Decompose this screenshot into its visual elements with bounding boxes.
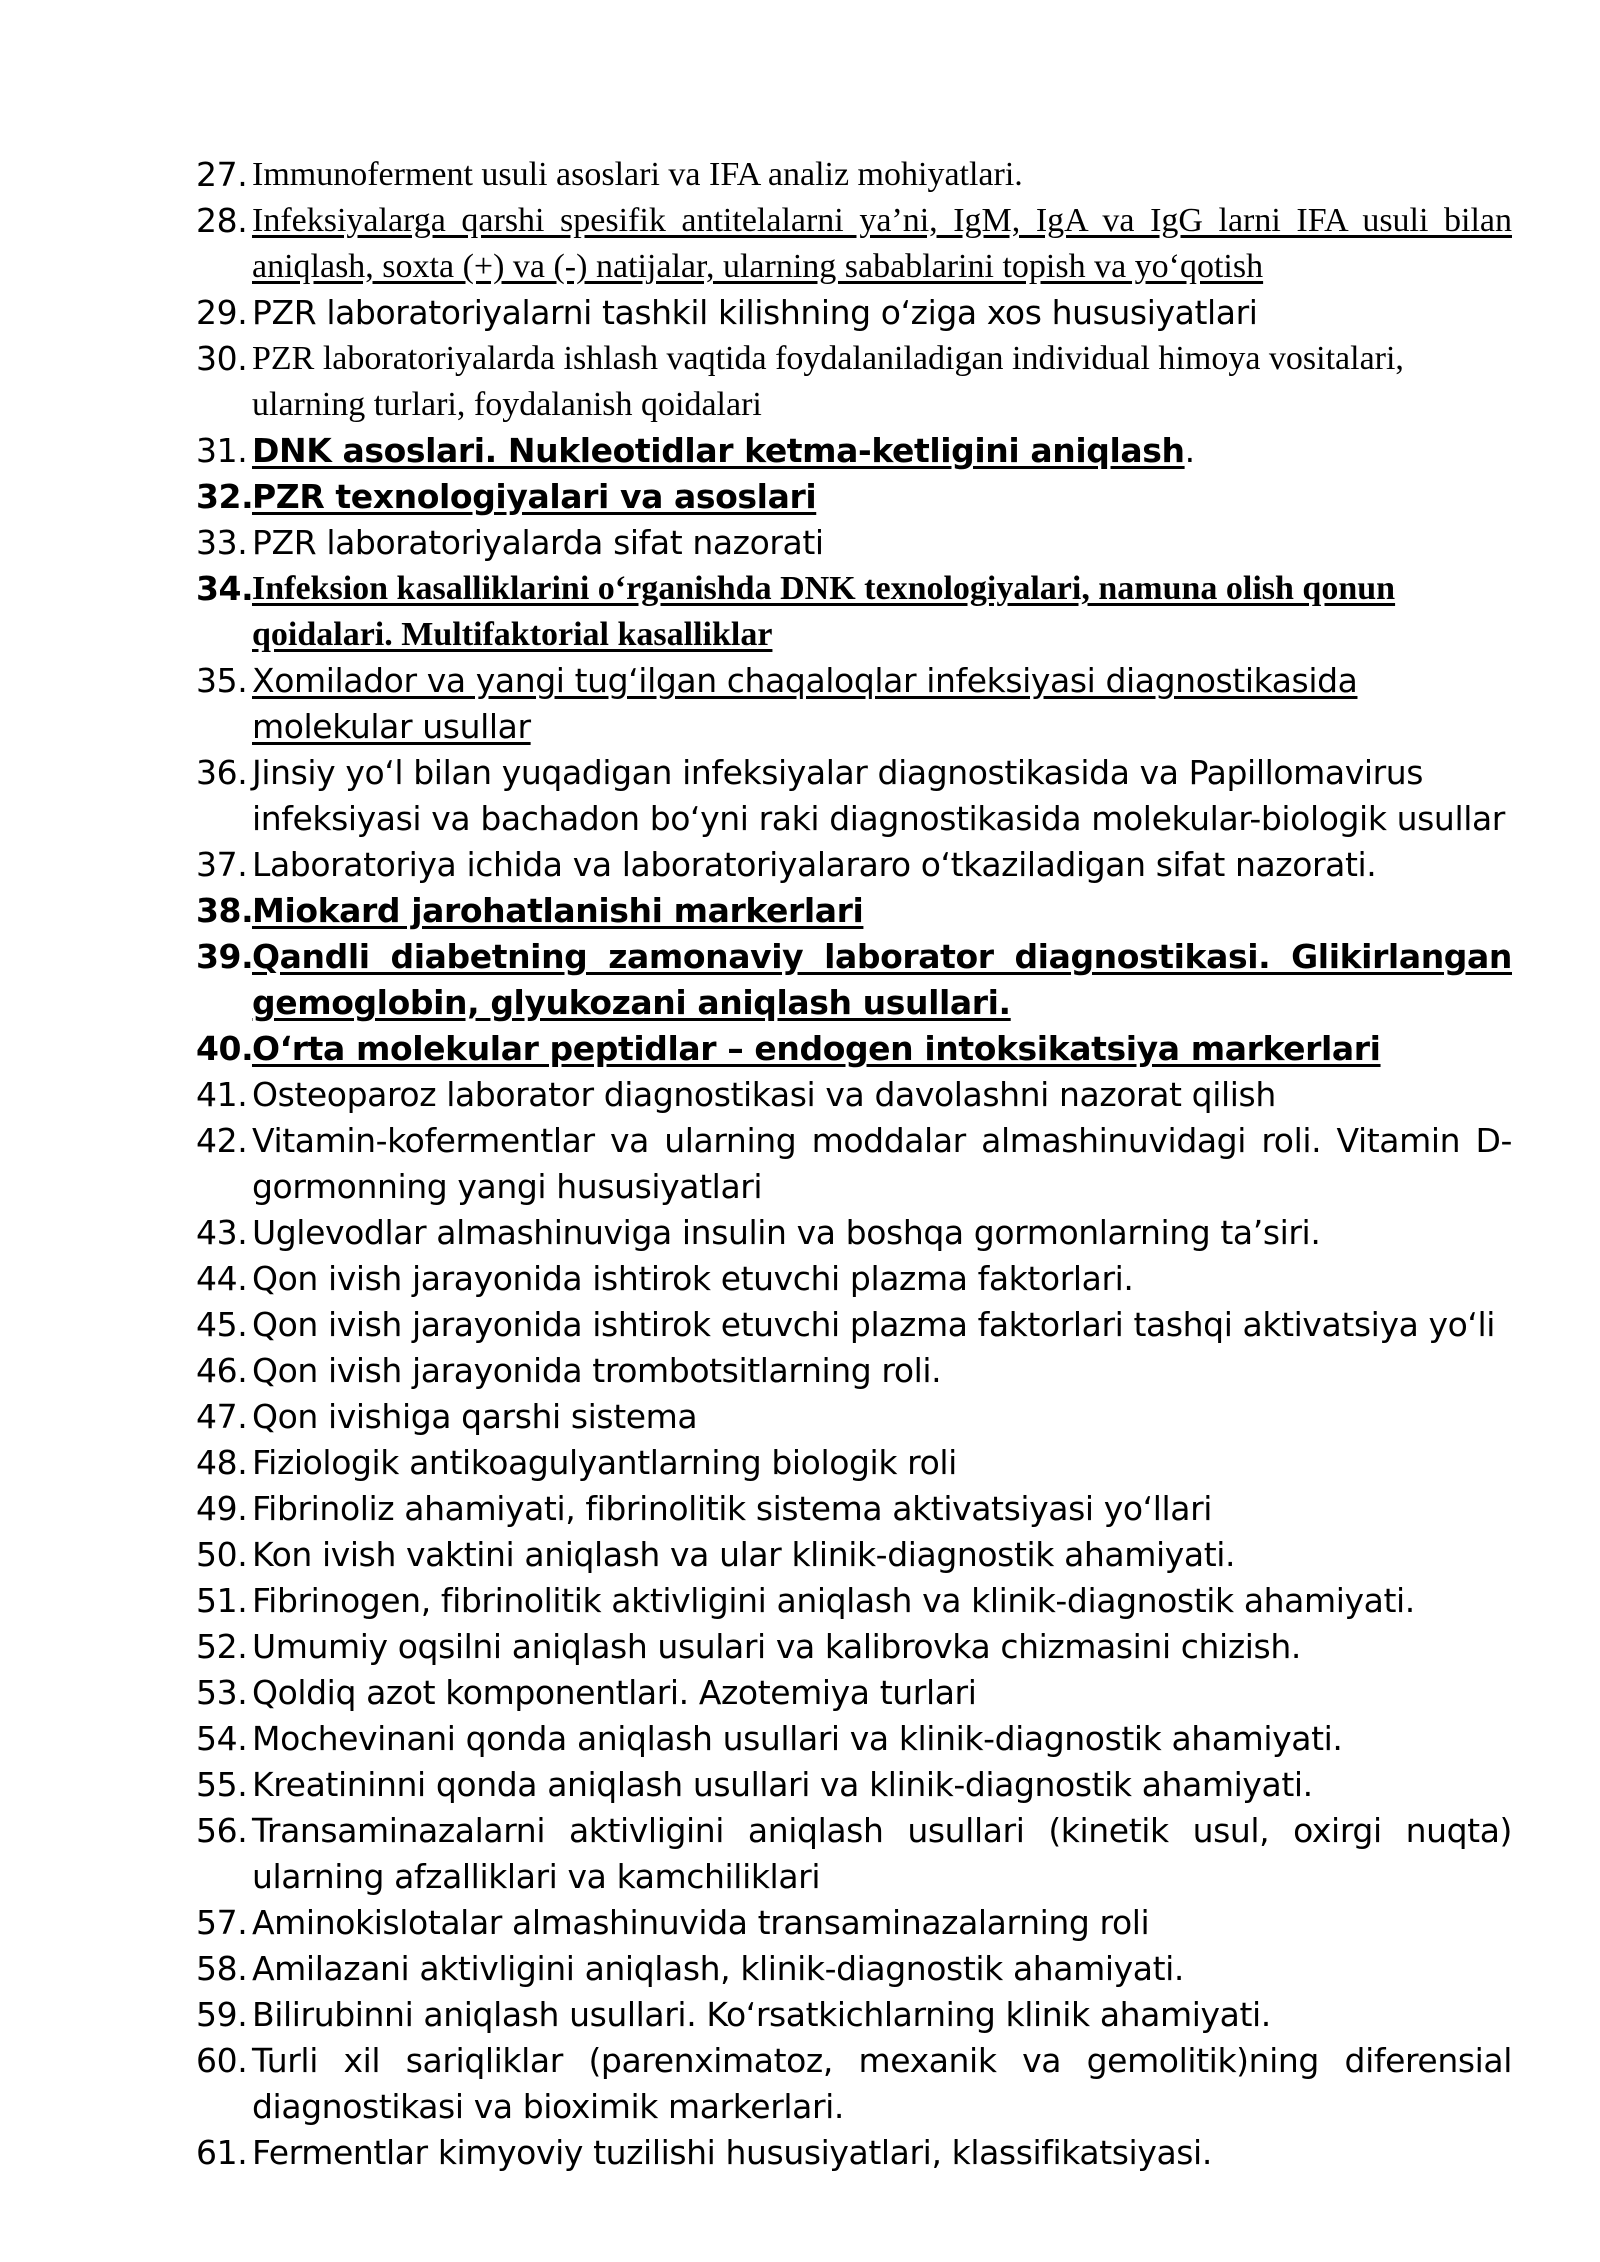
item-number: 42. [196,1121,248,1160]
item-number: 30. [196,339,248,378]
item-text: Uglevodlar almashinuviga insulin va boshqa gormonlarning ta’siri. [252,1213,1321,1252]
item-text: Infeksion kasalliklarini o‘rganishda DNK texnologiyalari, namuna olish qonun qoidalari. Multifaktorial kasalliklar [252,570,1396,653]
item-number: 55. [196,1765,248,1804]
list-item [196,1486,1512,1532]
list-item [196,1532,1512,1578]
list-item [196,934,1512,1026]
item-number: 35. [196,661,248,700]
item-number: 32. [196,477,254,516]
list-item [196,1808,1512,1900]
list-item [196,1716,1512,1762]
item-number: 43. [196,1213,248,1252]
item-text: Vitamin-kofermentlar va ularning moddalar almashinuvidagi roli. Vitamin D-gormonning yangi hususiyatlari [252,1121,1512,1206]
list-item [196,2130,1512,2176]
list-item [196,1210,1512,1256]
item-text: Xomilador va yangi tug‘ilgan chaqaloqlar infeksiyasi diagnostikasida molekular usullar [252,661,1358,746]
item-number: 52. [196,1627,248,1666]
list-item [196,1072,1512,1118]
list-item [196,1026,1512,1072]
list-item [196,842,1512,888]
item-number: 57. [196,1903,248,1942]
list-item [196,1624,1512,1670]
item-text: Qon ivish jarayonida ishtirok etuvchi plazma faktorlari. [252,1259,1134,1298]
item-number: 61. [196,2133,248,2172]
item-number: 54. [196,1719,248,1758]
list-item [196,2038,1512,2130]
item-text: Mochevinani qonda aniqlash usullari va klinik-diagnostik ahamiyati. [252,1719,1343,1758]
item-number: 40. [196,1029,254,1068]
item-text: Amilazani aktivligini aniqlash, klinik-diagnostik ahamiyati. [252,1949,1184,1988]
item-text: Aminokislotalar almashinuvida transaminazalarning roli [252,1903,1150,1942]
item-text: Fermentlar kimyoviy tuzilishi hususiyatlari, klassifikatsiyasi. [252,2133,1212,2172]
item-number: 48. [196,1443,248,1482]
list-item [196,152,1512,198]
item-number: 28. [196,201,248,240]
item-text: Immunoferment usuli asoslari va IFA analiz mohiyatlari. [252,156,1023,193]
item-text: DNK asoslari. Nukleotidlar ketma-ketligini aniqlash [252,431,1185,470]
item-text: PZR laboratoriyalarni tashkil kilishning o‘ziga xos hususiyatlari [252,293,1258,332]
list-item [196,1946,1512,1992]
item-text: O‘rta molekular peptidlar – endogen intoksikatsiya markerlari [252,1029,1381,1068]
item-number: 44. [196,1259,248,1298]
item-text: Qon ivish jarayonida ishtirok etuvchi plazma faktorlari tashqi aktivatsiya yo‘li [252,1305,1496,1344]
topic-list [196,152,1512,2176]
item-number: 39. [196,937,254,976]
item-number: 33. [196,523,248,562]
item-number: 45. [196,1305,248,1344]
item-text: Transaminazalarni aktivligini aniqlash usullari (kinetik usul, oxirgi nuqta) ularning afzalliklari va kamchiliklari [252,1811,1512,1896]
item-text: PZR texnologiyalari va asoslari [252,477,817,516]
item-tail: . [1184,431,1195,470]
item-text: Qon ivish jarayonida trombotsitlarning roli. [252,1351,942,1390]
item-number: 60. [196,2041,248,2080]
list-item [196,1302,1512,1348]
item-text: Jinsiy yo‘l bilan yuqadigan infeksiyalar diagnostikasida va Papillomavirus infeksiyasi va bachadon bo‘yni raki diagnostikasida molekular-biologik usullar [252,753,1505,838]
list-item [196,1578,1512,1624]
item-text: Fibrinogen, fibrinolitik aktivligini aniqlash va klinik-diagnostik ahamiyati. [252,1581,1415,1620]
item-number: 49. [196,1489,248,1528]
item-text: Fibrinoliz ahamiyati, fibrinolitik sistema aktivatsiyasi yo‘llari [252,1489,1213,1528]
list-item [196,290,1512,336]
list-item [196,1348,1512,1394]
item-text: Qandli diabetning zamonaviy laborator diagnostikasi. Glikirlangan gemoglobin, glyukozani aniqlash usullari. [252,937,1512,1022]
item-text: PZR laboratoriyalarda ishlash vaqtida foydalaniladigan individual himoya vositalari, ularning turlari, foydalanish qoidalari [252,340,1404,423]
item-number: 50. [196,1535,248,1574]
item-text: Qon ivishiga qarshi sistema [252,1397,698,1436]
item-text: PZR laboratoriyalarda sifat nazorati [252,523,824,562]
list-item [196,1394,1512,1440]
list-item [196,1118,1512,1210]
list-item [196,474,1512,520]
item-number: 31. [196,431,248,470]
item-number: 38. [196,891,254,930]
item-number: 58. [196,1949,248,1988]
item-text: Bilirubinni aniqlash usullari. Ko‘rsatkichlarning klinik ahamiyati. [252,1995,1271,2034]
list-item [196,1762,1512,1808]
list-item [196,658,1512,750]
list-item [196,888,1512,934]
item-number: 37. [196,845,248,884]
list-item [196,1670,1512,1716]
item-text: Turli xil sariqliklar (parenximatoz, mexanik va gemolitik)ning diferensial diagnostikasi va bioximik markerlari. [252,2041,1512,2126]
item-number: 27. [196,155,248,194]
item-text: Qoldiq azot komponentlari. Azotemiya turlari [252,1673,977,1712]
item-number: 53. [196,1673,248,1712]
item-number: 29. [196,293,248,332]
item-text: Umumiy oqsilni aniqlash usulari va kalibrovka chizmasini chizish. [252,1627,1301,1666]
item-text: Kon ivish vaktini aniqlash va ular klinik-diagnostik ahamiyati. [252,1535,1236,1574]
item-number: 41. [196,1075,248,1114]
list-item [196,198,1512,290]
item-number: 36. [196,753,248,792]
list-item [196,1440,1512,1486]
item-text: Laboratoriya ichida va laboratoriyalararo o‘tkaziladigan sifat nazorati. [252,845,1377,884]
list-item [196,1992,1512,2038]
item-text: Miokard jarohatlanishi markerlari [252,891,864,930]
item-text: Kreatininni qonda aniqlash usullari va klinik-diagnostik ahamiyati. [252,1765,1313,1804]
list-item [196,750,1512,842]
item-text: Osteoparoz laborator diagnostikasi va davolashni nazorat qilish [252,1075,1276,1114]
item-text: Infeksiyalarga qarshi spesifik antitelalarni ya’ni, IgM, IgA va IgG larni IFA usuli bilan aniqlash, soxta (+) va (-) natijalar, ularning sabablarini topish va yo‘qotish [252,202,1512,285]
item-number: 51. [196,1581,248,1620]
list-item [196,336,1512,428]
item-number: 59. [196,1995,248,2034]
list-item [196,428,1512,474]
list-item [196,1900,1512,1946]
list-item [196,520,1512,566]
item-number: 47. [196,1397,248,1436]
item-text: Fiziologik antikoagulyantlarning biologik roli [252,1443,957,1482]
item-number: 46. [196,1351,248,1390]
item-number: 34. [196,569,254,608]
list-item [196,1256,1512,1302]
list-item [196,566,1512,658]
item-number: 56. [196,1811,248,1850]
